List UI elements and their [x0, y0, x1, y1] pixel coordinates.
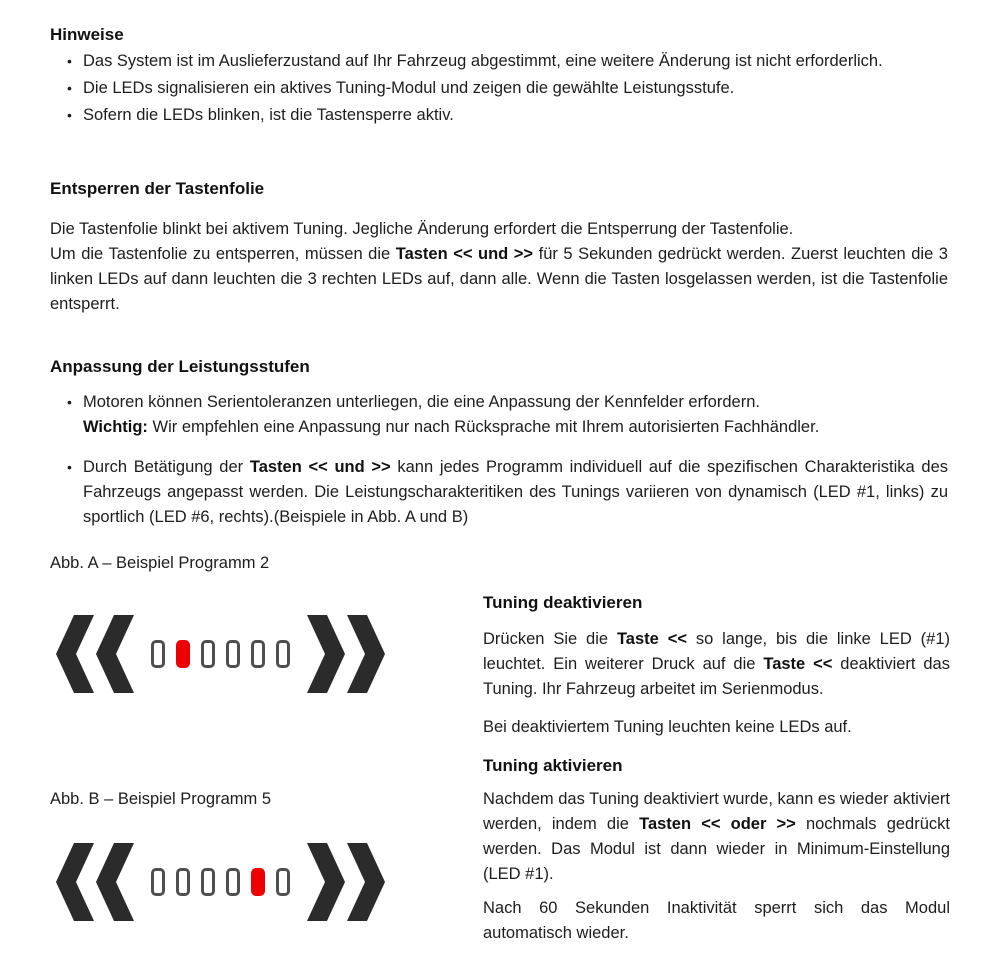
led-off — [226, 868, 240, 896]
bullet-icon: • — [67, 107, 72, 123]
entsperren-para-2: Um die Tastenfolie zu entsperren, müssen die Tasten << und >> für 5 Sekunden gedrückt werden. Zuerst leuchten die 3 linken LEDs auf dann leuchten die 3 rechten LEDs auf, dann alle. Wenn die Tasten losgelassen werden, ist die Tastenfolie entsperrt. — [50, 245, 948, 313]
list-item — [50, 76, 948, 101]
led-off — [151, 868, 165, 896]
bullet-icon: • — [67, 80, 72, 96]
section-entsperren — [50, 217, 948, 317]
chevron-left-icon — [56, 615, 134, 693]
tuning-aktivieren-para-2: Nach 60 Sekunden Inaktivität sperrt sich das Modul automatisch wieder. — [483, 899, 950, 942]
hinweise-item-3: Sofern die LEDs blinken, ist die Tastensperre aktiv. — [83, 106, 454, 124]
led-off — [176, 868, 190, 896]
tuning-aktivieren-title: Tuning aktivieren — [483, 756, 623, 775]
anpassung-list — [50, 390, 948, 530]
entsperren-para-1: Die Tastenfolie blinkt bei aktivem Tuning. Jegliche Änderung erfordert die Entsperrung der Tastenfolie. — [50, 220, 794, 238]
led-row — [151, 640, 290, 668]
tuning-aktivieren-para-1: Nachdem das Tuning deaktiviert wurde, kann es wieder aktiviert werden, indem die Tasten << oder >> nochmals gedrückt werden. Das Modul ist dann wieder in Minimum-Einstellung (LED #1). — [483, 790, 950, 883]
list-item — [50, 103, 948, 128]
anpassung-item-1-line-1: Motoren können Serientoleranzen unterliegen, die eine Anpassung der Kennfelder erfordern. — [83, 393, 760, 411]
section-hinweise — [50, 22, 948, 128]
hinweise-list — [50, 49, 948, 128]
anpassung-title: Anpassung der Leistungsstufen — [50, 357, 310, 376]
led-on — [176, 640, 190, 668]
figure-b — [56, 843, 385, 921]
bullet-icon: • — [67, 459, 72, 475]
chevron-right-icon — [307, 615, 385, 693]
figure-a — [56, 615, 385, 693]
led-off — [226, 640, 240, 668]
anpassung-item-1 — [83, 390, 948, 440]
led-row — [151, 868, 290, 896]
tuning-deaktivieren-title: Tuning deaktivieren — [483, 593, 643, 612]
chevron-left-icon — [56, 843, 134, 921]
anpassung-item-1-line-2: Wichtig: Wir empfehlen eine Anpassung nur nach Rücksprache mit Ihrem autorisierten Fachhändler. — [83, 418, 820, 436]
figure-a-label: Abb. A – Beispiel Programm 2 — [50, 554, 270, 572]
led-off — [251, 640, 265, 668]
entsperren-title: Entsperren der Tastenfolie — [50, 179, 265, 198]
bullet-icon: • — [67, 394, 72, 410]
hinweise-item-1: Das System ist im Auslieferzustand auf Ihr Fahrzeug abgestimmt, eine weitere Änderung ist nicht erforderlich. — [83, 52, 883, 70]
chevron-right-icon — [307, 843, 385, 921]
bullet-icon: • — [67, 53, 72, 69]
hinweise-title: Hinweise — [50, 25, 124, 44]
list-item — [50, 49, 948, 74]
right-column — [483, 590, 950, 946]
led-on — [251, 868, 265, 896]
hinweise-item-2: Die LEDs signalisieren ein aktives Tuning-Modul und zeigen die gewählte Leistungsstufe. — [83, 79, 735, 97]
led-off — [151, 640, 165, 668]
list-item — [50, 390, 948, 440]
tuning-deaktivieren-para-1: Drücken Sie die Taste << so lange, bis die linke LED (#1) leuchtet. Ein weiterer Druck auf die Taste << deaktiviert das Tuning. Ihr Fahrzeug arbeitet im Serienmodus. — [483, 630, 951, 698]
led-off — [201, 868, 215, 896]
figure-b-label: Abb. B – Beispiel Programm 5 — [50, 790, 272, 808]
led-off — [276, 640, 290, 668]
led-off — [201, 640, 215, 668]
anpassung-item-2: Durch Betätigung der Tasten << und >> kann jedes Programm individuell auf die spezifischen Charakteristika des Fahrzeugs angepasst werden. Die Leistungscharakteritiken des Tunings variieren von dynamisch (LED #1, links) zu sportlich (LED #6, rechts).(Beispiele in Abb. A und B) — [83, 458, 948, 526]
tuning-deaktivieren-para-2: Bei deaktiviertem Tuning leuchten keine LEDs auf. — [483, 718, 852, 736]
led-off — [276, 868, 290, 896]
list-item — [50, 455, 948, 530]
